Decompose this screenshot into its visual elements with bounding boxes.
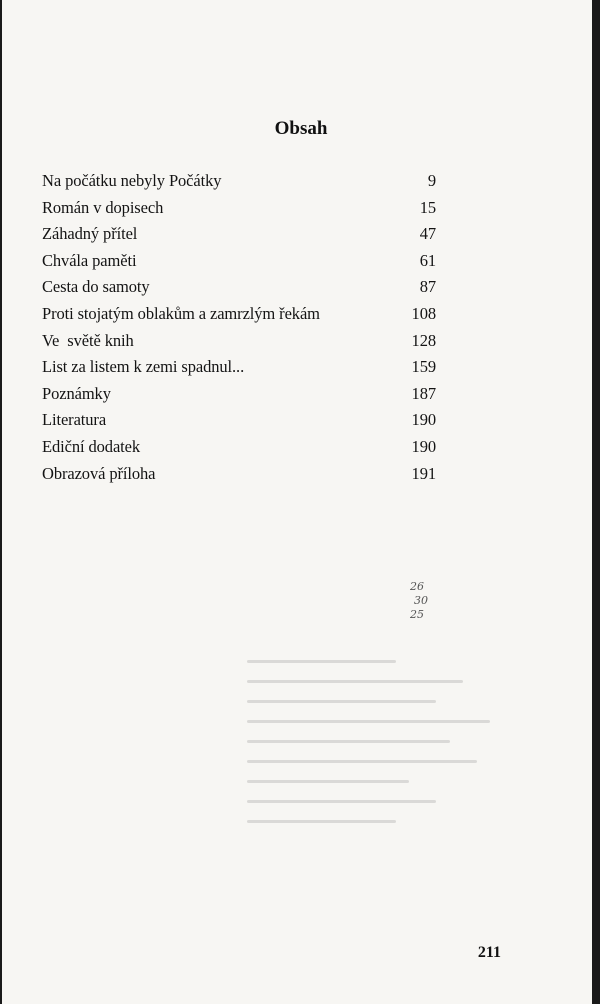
toc-entry [42,224,436,251]
toc-entry-title: List za listem k zemi spadnul... [42,357,245,377]
toc-entry-page: 191 [411,463,436,483]
toc-entry-title: Obrazová příloha [42,463,156,483]
toc-entry-page: 61 [419,250,436,270]
toc-entry-title: Literatura [42,410,107,430]
page-title: Obsah [274,118,328,139]
table-of-contents [42,171,436,490]
toc-entry [42,304,436,331]
toc-entry-title: Ediční dodatek [42,436,141,456]
toc-entry [42,437,436,464]
toc-entry [42,277,436,304]
toc-entry-page: 187 [411,383,436,403]
toc-entry [42,464,436,491]
toc-entry [42,171,436,198]
toc-entry [42,410,436,437]
bleed-through-text [247,660,517,880]
toc-entry-page: 47 [419,224,436,244]
toc-entry [42,251,436,278]
toc-entry-title: Ve světě knih [42,330,134,350]
toc-entry-page: 190 [411,436,436,456]
toc-entry-title: Na počátku nebyly Počátky [42,171,222,190]
toc-entry-page: 9 [427,171,436,190]
toc-entry-title: Záhadný přítel [42,224,138,244]
toc-entry-page: 15 [419,197,436,217]
handwritten-notes [410,580,428,622]
toc-entry [42,357,436,384]
toc-entry-page: 108 [411,303,436,323]
toc-entry [42,331,436,358]
toc-entry [42,384,436,411]
page-number: 211 [477,944,501,961]
toc-entry-page: 190 [411,410,436,430]
toc-entry-title: Proti stojatým oblakům a zamrzlým řekám [42,303,320,323]
handwritten-note: 25 [410,608,424,621]
handwritten-note: 26 [410,580,424,593]
toc-entry-title: Román v dopisech [42,197,164,217]
toc-entry-title: Poznámky [42,383,111,403]
handwritten-note: 30 [414,594,428,607]
toc-entry-page: 87 [419,277,436,297]
toc-entry-page: 128 [411,330,436,350]
toc-entry [42,198,436,225]
toc-entry-title: Chvála paměti [42,250,137,270]
toc-entry-page: 159 [411,357,436,377]
toc-entry-title: Cesta do samoty [42,277,150,297]
book-page [2,0,592,1004]
